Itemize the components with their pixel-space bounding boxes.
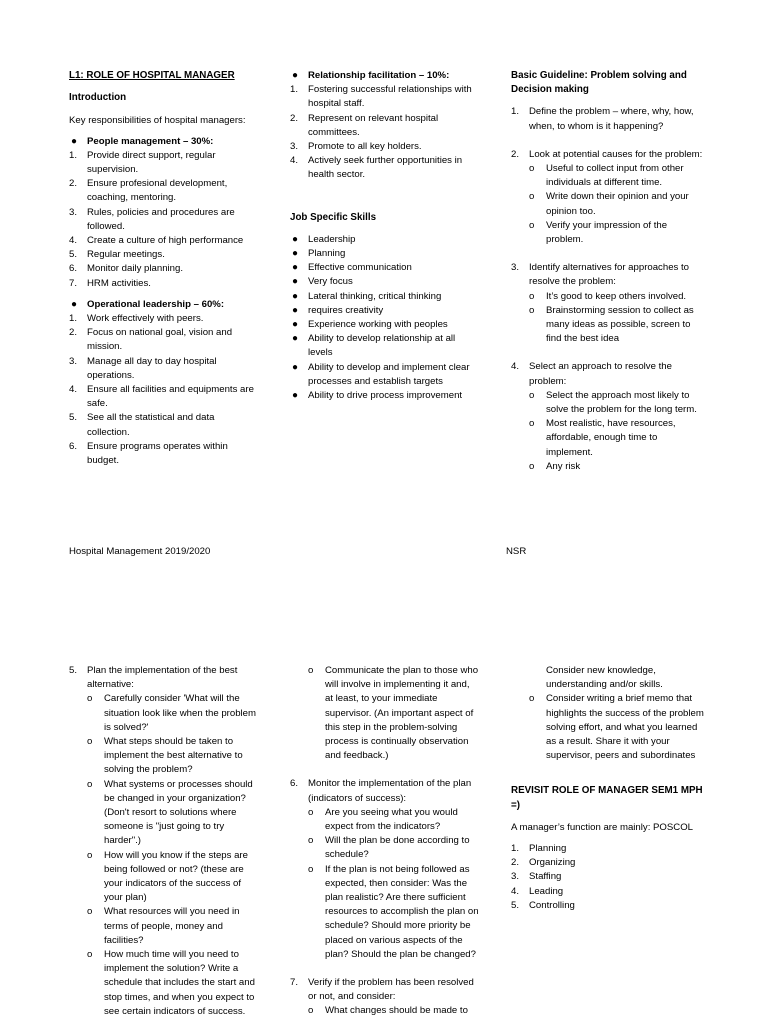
list-item: [290, 361, 480, 389]
list-item: 1. Provide direct support, regular supervision.: [69, 149, 216, 176]
memo-sublist: [529, 692, 704, 763]
list-item-text: Very focus: [308, 276, 353, 288]
sub-item-text: Verify your impression of the problem.: [546, 219, 668, 246]
step7-sublist: [308, 1004, 480, 1018]
sub-item: o Communicate the plan to those who will involve in implementing it and, at least, to your immediate supervisor. (An important aspect of this step in the problem-solving process is continually observation and feedback.): [308, 665, 479, 762]
bullet-icon: ●: [71, 298, 78, 310]
list-item-text: Monitor daily planning.: [87, 263, 183, 275]
list-item: 3. Manage all day to day hospital operations.: [69, 355, 217, 381]
list-item: 1. Work effectively with peers.: [69, 313, 204, 325]
sub-item: o What steps should be taken to implement the best alternative to solving the problem?: [87, 736, 243, 776]
list-item-text: Create a culture of high performance: [87, 235, 244, 247]
bullet-icon: ●: [292, 262, 299, 274]
rel-heading: Relationship facilitation – 10%:: [308, 70, 450, 81]
continued-text: Consider new knowledge, understanding and/or skills.: [546, 665, 663, 691]
list-item-text: Actively seek further opportunities in health sector.: [308, 155, 463, 181]
step-item: 5. Plan the implementation of the best alternative: o Carefully consider 'What will the situation look like when the problem is solved?' o What steps should be taken to implement the best alternative to solving the problem? o What systems or processes should be changed in your organization? (Don't resort to solutions where someone is "just going to try harder".) o How will you know if the steps are being followed or not? (these are your indicators of the success of your plan) o What resources will you need in terms of people, money and facilities? o How much time will you need to implement the solution? Write a schedule that includes the start and stop times, and when you expect to see certain indicators of success.: [69, 664, 257, 1019]
list-item-text: Leading: [529, 885, 564, 897]
step-item: 4. Select an approach to resolve the problem: o Select the approach most likely to solve the problem for the long term. o Most realistic, have resources, affordable, enough time to implement. o Any risk: [511, 360, 704, 474]
list-item-text: Leadership: [308, 233, 356, 245]
sub-item-text: Communicate the plan to those who will involve in implementing it and, at least, to your immediate supervisor. (An important aspect of this step in the problem-solving process is continually observation and feedback.): [325, 665, 479, 762]
list-item: 4. Leading: [511, 885, 564, 897]
list-item-text: Ensure all facilities and equipments are safe.: [87, 384, 254, 410]
list-item-text: Staffing: [529, 871, 562, 883]
list-item: 6. Monitor daily planning.: [69, 263, 183, 275]
rel-heading-list: [290, 69, 480, 83]
list-item-text: Controlling: [529, 899, 575, 911]
page2-column-2: [290, 664, 480, 1019]
list-item-text: Provide direct support, regular supervision.: [87, 149, 216, 176]
page2-column-1: [69, 664, 257, 1019]
sub-item: o Are you seeing what you would expect from the indicators?: [308, 806, 458, 833]
sub-item: o Brainstorming session to collect as many ideas as possible, screen to find the best idea: [529, 304, 694, 345]
sub-item-text: How much time will you need to implement the solution? Write a schedule that includes the start and stop times, and when you expect to see certain indicators of success.: [104, 949, 255, 1017]
list-item: 3. Rules, policies and procedures are followed.: [69, 206, 235, 232]
rel-list: [290, 83, 480, 182]
sub-item: o Carefully consider 'What will the situation look like when the problem is solved?': [87, 693, 256, 733]
list-item-text: Focus on national goal, vision and mission.: [87, 327, 233, 353]
sub-item: o Verify your impression of the problem.: [529, 219, 668, 246]
ops-list: [69, 312, 257, 468]
list-item: 7. HRM activities.: [69, 277, 151, 289]
list-item-text: Work effectively with peers.: [87, 313, 204, 325]
sub-item: o What resources will you need in terms of people, money and facilities?: [87, 906, 240, 946]
guideline-steps: [511, 105, 704, 474]
footer-course: Hospital Management 2019/2020: [69, 546, 211, 557]
list-item-text: Effective communication: [308, 262, 412, 274]
rel-heading-item: [290, 69, 480, 83]
bullet-icon: ●: [292, 361, 299, 373]
page1-column-2: [290, 69, 480, 403]
bullet-icon: ●: [292, 333, 299, 345]
list-item: 5. Controlling: [511, 899, 575, 911]
list-item: 4. Actively seek further opportunities in health sector.: [290, 155, 463, 181]
list-item: [290, 261, 480, 275]
list-item-text: Organizing: [529, 857, 576, 869]
list-item-text: Planning: [308, 248, 346, 260]
step-text: Define the problem – where, why, how, when, to whom is it happening?: [529, 106, 694, 132]
list-item: 5. Regular meetings.: [69, 249, 165, 261]
skills-list: [290, 233, 480, 403]
sub-item-text: What systems or processes should be changed in your organization? (Don't resort to solutions where someone is "just going to try harder".): [104, 778, 253, 847]
list-item: [290, 233, 480, 247]
list-item: [290, 275, 480, 289]
sub-item-text: Select the approach most likely to solve the problem for the long term.: [546, 389, 697, 416]
sub-item-text: Write down their opinion and your opinion too.: [546, 191, 689, 217]
sub-item: o If the plan is not being followed as expected, then consider: Was the plan realistic? Are there sufficient resources to accomplish the plan on schedule? Should more priority be placed on various aspects of the plan? Should the plan be changed?: [308, 863, 479, 960]
sub-item: o How will you know if the steps are being followed or not? (these are your indicators of the success of your plan): [87, 849, 248, 904]
step-text: Identify alternatives for approaches to resolve the problem:: [529, 262, 689, 288]
page2-steps-a: [69, 664, 257, 1019]
people-heading: People management – 30%:: [87, 135, 214, 147]
list-item: [290, 318, 480, 332]
list-item-text: Ensure programs operates within budget.: [87, 440, 228, 467]
list-item: [290, 247, 480, 261]
sub-item: o How much time will you need to implement the solution? Write a schedule that includes the start and stop times, and when you expect to see certain indicators of success.: [87, 949, 255, 1017]
step4-sublist: [529, 389, 704, 474]
intro-heading: Introduction: [69, 92, 127, 104]
guideline-heading: Basic Guideline: Problem solving and Decision making: [511, 70, 687, 96]
list-item: 4. Create a culture of high performance: [69, 235, 244, 247]
sub-item: o Write down their opinion and your opinion too.: [529, 191, 689, 217]
list-item-text: Lateral thinking, critical thinking: [308, 290, 442, 302]
people-list: [69, 149, 257, 291]
bullet-icon: ●: [292, 248, 299, 260]
step-text: Plan the implementation of the best alternative:: [87, 665, 238, 691]
sub-item: o Consider writing a brief memo that highlights the success of the problem solving effort, and what you learned as a result. Share it with your supervisor, peers and subordinates: [529, 693, 704, 762]
footer-initials: NSR: [506, 546, 527, 557]
list-item-text: Ensure profesional development, coaching, mentoring.: [87, 178, 228, 204]
sub-item: o Select the approach most likely to solve the problem for the long term.: [529, 389, 697, 416]
sub-item: o What systems or processes should be changed in your organization? (Don't resort to solutions where someone is "just going to try harder".): [87, 778, 253, 847]
step-text: Monitor the implementation of the plan (indicators of success):: [308, 778, 472, 804]
sub-item: o Will the plan be done according to schedule?: [308, 835, 470, 861]
bullet-icon: ●: [292, 390, 299, 402]
page2-steps-b: [290, 777, 480, 1018]
bullet-icon: ●: [292, 233, 299, 245]
sub-item-text: Most realistic, have resources, affordable, enough time to implement.: [546, 418, 676, 458]
list-item: 2. Ensure profesional development, coaching, mentoring.: [69, 178, 228, 204]
list-item-text: Fostering successful relationships with hospital staff.: [308, 84, 472, 110]
step-text: Verify if the problem has been resolved or not, and consider:: [308, 977, 474, 1003]
step6-sublist: [308, 806, 480, 962]
sub-item-text: Carefully consider 'What will the situation look like when the problem is solved?': [104, 693, 256, 733]
list-item: 2. Represent on relevant hospital committees.: [290, 112, 439, 138]
intro-text: Key responsibilities of hospital managers:: [69, 115, 246, 127]
step3-sublist: [529, 290, 704, 347]
list-item-text: Manage all day to day hospital operations.: [87, 355, 217, 381]
sub-item-text: Useful to collect input from other individuals at different time.: [546, 163, 684, 189]
list-item: [290, 332, 480, 360]
sub-item: o Useful to collect input from other individuals at different time.: [529, 163, 684, 189]
list-item: 6. Ensure programs operates within budget.: [69, 440, 228, 467]
ops-heading: Operational leadership – 60%:: [87, 298, 225, 310]
list-item: 1. Fostering successful relationships with hospital staff.: [290, 84, 472, 110]
list-item: 1. Planning: [511, 843, 567, 855]
step-item: 6. Monitor the implementation of the plan (indicators of success): o Are you seeing what you would expect from the indicators? o Will the plan be done according to schedule? o If the plan is not being followed as expected, then consider: Was the plan realistic? Are there sufficient resources to accomplish the plan on schedule? Should more priority be placed on various aspects of the plan? Should the plan be changed?: [290, 777, 480, 962]
list-item-text: Experience working with peoples: [308, 319, 448, 331]
sub-item: o What changes should be made to: [308, 1005, 468, 1017]
bullet-icon: ●: [292, 290, 299, 302]
bullet-icon: ●: [292, 304, 299, 316]
list-item-text: HRM activities.: [87, 277, 151, 289]
sub-item: o Most realistic, have resources, affordable, enough time to implement.: [529, 418, 676, 458]
list-item: 3. Staffing: [511, 871, 562, 883]
continued-sublist: [308, 664, 480, 763]
sub-item-text: It’s good to keep others involved.: [546, 290, 687, 302]
list-item-text: Ability to develop relationship at all levels: [308, 333, 456, 359]
sub-item-text: Are you seeing what you would expect from the indicators?: [325, 806, 458, 833]
step-text: Select an approach to resolve the problem:: [529, 361, 672, 387]
step-text: Look at potential causes for the problem:: [529, 148, 703, 160]
list-item: 2. Focus on national goal, vision and mission.: [69, 327, 233, 353]
people-heading-item: [69, 135, 257, 149]
sub-item-text: Will the plan be done according to schedule?: [325, 835, 470, 861]
sub-item-text: What steps should be taken to implement the best alternative to solving the problem?: [104, 736, 243, 776]
skills-heading: Job Specific Skills: [290, 211, 377, 223]
list-item: 2. Organizing: [511, 857, 576, 869]
ops-heading-item: [69, 298, 257, 312]
list-item-text: Planning: [529, 843, 567, 855]
list-item-text: Ability to drive process improvement: [308, 390, 463, 402]
sub-item-text: Consider writing a brief memo that highlights the success of the problem solving effort, and what you learned as a result. Share it with your supervisor, peers and subordinates: [546, 693, 704, 762]
bullet-icon: ●: [292, 319, 299, 331]
sub-item-text: If the plan is not being followed as expected, then consider: Was the plan realistic? Are there sufficient resources to accomplish the plan on schedule? Should more priority be placed on various aspects of the plan? Should the plan be changed?: [325, 863, 479, 960]
functions-list: [511, 842, 704, 913]
sub-item: o It’s good to keep others involved.: [529, 290, 687, 302]
lesson-title: L1: ROLE OF HOSPITAL MANAGER: [69, 70, 235, 81]
bullet-icon: ●: [71, 135, 78, 147]
list-item-text: Promote to all key holders.: [308, 141, 422, 153]
revisit-heading: REVISIT ROLE OF MANAGER SEM1 MPH =): [511, 785, 703, 811]
list-item-text: requires creativity: [308, 304, 384, 316]
people-heading-list: [69, 135, 257, 149]
page2-column-3: [511, 664, 704, 913]
list-item: [290, 304, 480, 318]
step-item: 1. Define the problem – where, why, how, when, to whom is it happening?: [511, 106, 694, 132]
list-item: 5. See all the statistical and data collection.: [69, 412, 215, 438]
step2-sublist: [529, 162, 704, 247]
list-item: [290, 290, 480, 304]
list-item-text: Regular meetings.: [87, 249, 165, 261]
sub-item-text: Any risk: [546, 460, 581, 472]
sub-item: o Any risk: [529, 460, 581, 472]
bullet-icon: ●: [292, 70, 299, 81]
list-item: 3. Promote to all key holders.: [290, 141, 422, 153]
list-item-text: Represent on relevant hospital committees.: [308, 112, 439, 138]
list-item: [290, 389, 480, 403]
page1-column-3: [511, 69, 704, 474]
sub-item-text: How will you know if the steps are being followed or not? (these are your indicators of the success of your plan): [104, 849, 248, 904]
step-item: 3. Identify alternatives for approaches to resolve the problem: o It’s good to keep others involved. o Brainstorming session to collect as many ideas as possible, screen to find the best idea: [511, 261, 704, 346]
step-item: 7. Verify if the problem has been resolved or not, and consider: o What changes should be made to: [290, 976, 480, 1019]
page1-column-1: [69, 69, 257, 468]
step-item: 2. Look at potential causes for the problem: o Useful to collect input from other individuals at different time. o Write down their opinion and your opinion too. o Verify your impression of the problem.: [511, 148, 704, 247]
list-item-text: See all the statistical and data collection.: [87, 412, 215, 438]
list-item-text: Rules, policies and procedures are followed.: [87, 206, 235, 232]
step5-sublist: [87, 692, 257, 1019]
poscol-text: A manager’s function are mainly: POSCOL: [511, 821, 694, 833]
sub-item-text: Brainstorming session to collect as many ideas as possible, screen to find the best idea: [546, 304, 694, 345]
sub-item-text: What changes should be made to: [325, 1005, 468, 1017]
list-item-text: Ability to develop and implement clear processes and establish targets: [308, 361, 470, 387]
ops-heading-list: [69, 298, 257, 312]
list-item: 4. Ensure all facilities and equipments are safe.: [69, 384, 254, 410]
bullet-icon: ●: [292, 276, 299, 288]
sub-item-text: What resources will you need in terms of people, money and facilities?: [104, 906, 240, 946]
